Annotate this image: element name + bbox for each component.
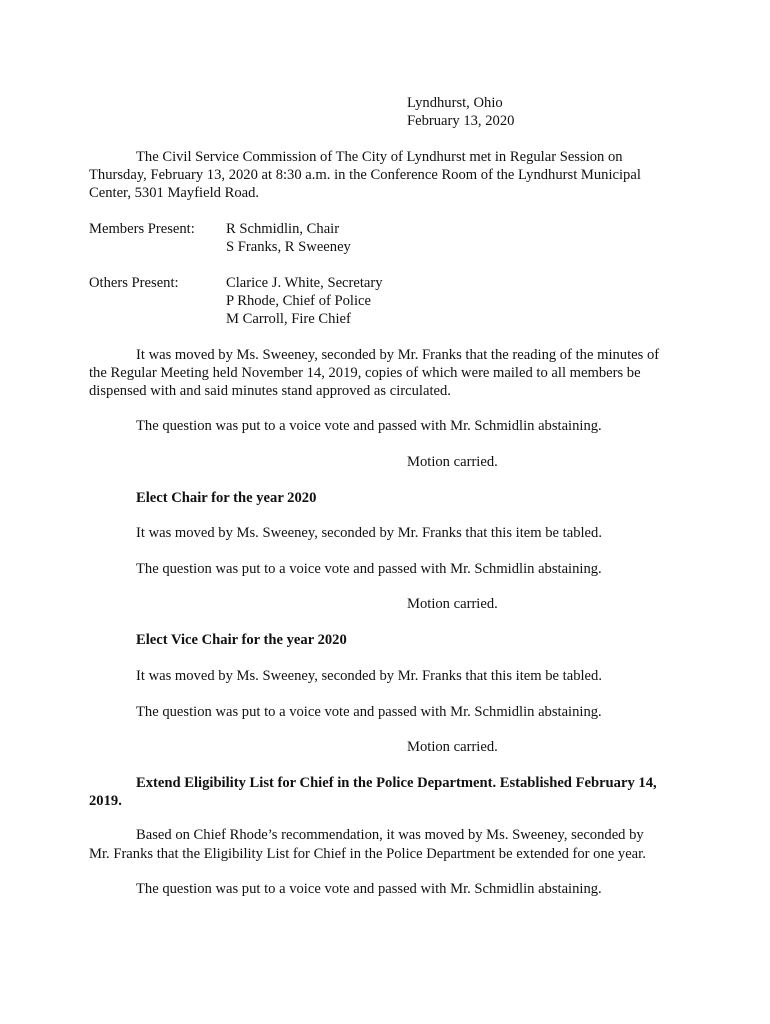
- eligibility-motion-line-1: Based on Chief Rhode’s recommendation, it was moved by Ms. Sweeney, seconded by: [136, 827, 644, 843]
- chair-heading: Elect Chair for the year 2020: [136, 490, 317, 506]
- chair-result: Motion carried.: [407, 596, 498, 612]
- intro-line-1: The Civil Service Commission of The City of Lyndhurst met in Regular Session on: [136, 149, 623, 165]
- eligibility-motion-line-2: Mr. Franks that the Eligibility List for Chief in the Police Department be extended for one year.: [89, 846, 646, 862]
- vice-chair-heading: Elect Vice Chair for the year 2020: [136, 632, 347, 648]
- others-present-label: Others Present:: [89, 275, 179, 291]
- minutes-motion-line-2: the Regular Meeting held November 14, 2019, copies of which were mailed to all members be: [89, 365, 641, 381]
- chair-motion: It was moved by Ms. Sweeney, seconded by Mr. Franks that this item be tabled.: [136, 525, 602, 541]
- minutes-motion-line-1: It was moved by Ms. Sweeney, seconded by Mr. Franks that the reading of the minutes of: [136, 347, 660, 363]
- eligibility-vote: The question was put to a voice vote and passed with Mr. Schmidlin abstaining.: [136, 881, 602, 897]
- members-present-label: Members Present:: [89, 221, 195, 237]
- vice-chair-vote: The question was put to a voice vote and passed with Mr. Schmidlin abstaining.: [136, 704, 602, 720]
- vice-chair-result: Motion carried.: [407, 739, 498, 755]
- header-location: Lyndhurst, Ohio: [407, 95, 503, 111]
- others-present-line-1: Clarice J. White, Secretary: [226, 275, 383, 291]
- members-present-line-1: R Schmidlin, Chair: [226, 221, 340, 237]
- minutes-vote: The question was put to a voice vote and passed with Mr. Schmidlin abstaining.: [136, 418, 602, 434]
- eligibility-heading-line-1: Extend Eligibility List for Chief in the Police Department. Established February 14,: [136, 775, 657, 791]
- members-present-line-2: S Franks, R Sweeney: [226, 239, 351, 255]
- others-present-line-2: P Rhode, Chief of Police: [226, 293, 371, 309]
- minutes-motion-line-3: dispensed with and said minutes stand approved as circulated.: [89, 383, 451, 399]
- minutes-result: Motion carried.: [407, 454, 498, 470]
- vice-chair-motion: It was moved by Ms. Sweeney, seconded by Mr. Franks that this item be tabled.: [136, 668, 602, 684]
- header-date: February 13, 2020: [407, 113, 515, 129]
- eligibility-heading-line-2: 2019.: [89, 793, 122, 809]
- intro-line-3: Center, 5301 Mayfield Road.: [89, 185, 260, 201]
- others-present-line-3: M Carroll, Fire Chief: [226, 311, 351, 327]
- chair-vote: The question was put to a voice vote and passed with Mr. Schmidlin abstaining.: [136, 561, 602, 577]
- intro-line-2: Thursday, February 13, 2020 at 8:30 a.m. in the Conference Room of the Lyndhurst Municipal: [89, 167, 641, 183]
